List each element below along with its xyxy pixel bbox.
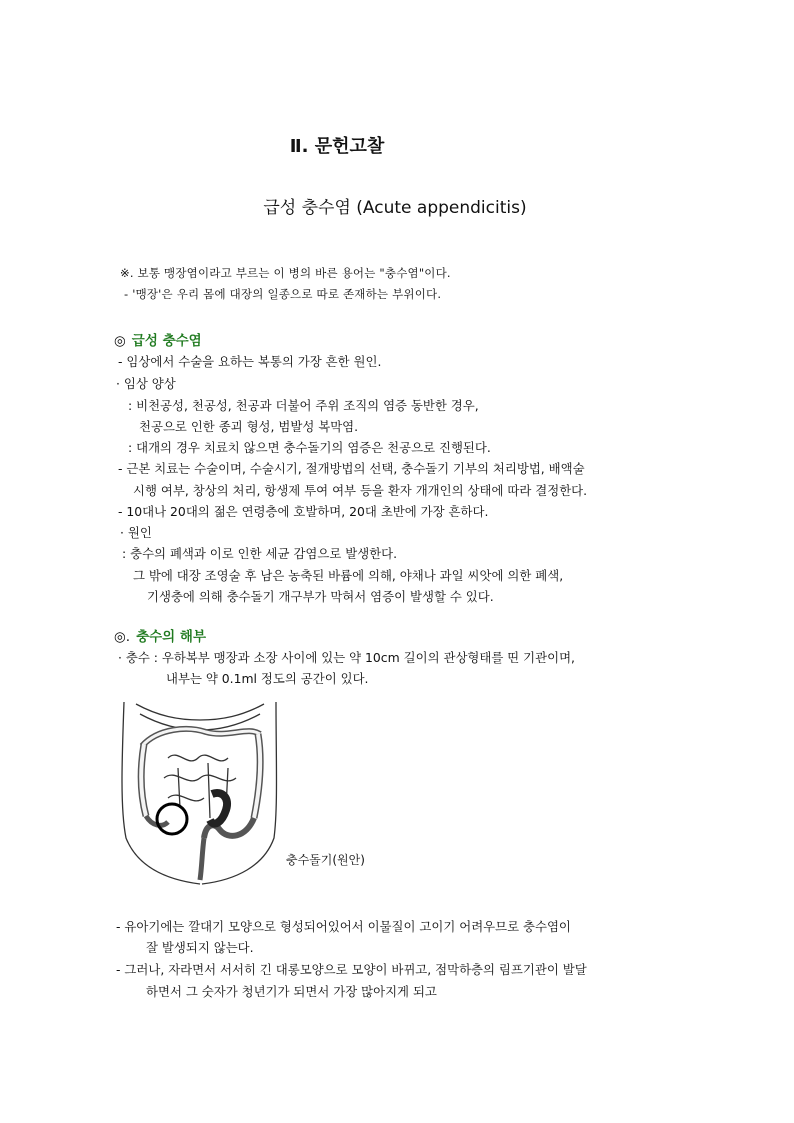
body-line: · 충수 : 우하복부 맹장과 소장 사이에 있는 약 10cm 길이의 관상형태를 띤 기관이며, — [118, 650, 575, 665]
double-circle-bullet-icon: ◎ — [114, 333, 126, 349]
body-line: 시행 여부, 창상의 처리, 항생제 투여 여부 등을 환자 개개인의 상태에 따라 결정한다. — [133, 483, 588, 498]
figure-caption: 충수돌기(원안) — [286, 853, 365, 867]
body-line: : 충수의 폐색과 이로 인한 세균 감염으로 발생한다. — [122, 546, 398, 561]
body-line: 기생충에 의해 충수돌기 개구부가 막혀서 염증이 발생할 수 있다. — [147, 589, 494, 604]
body-line: 하면서 그 숫자가 청년기가 되면서 가장 많아지게 되고 — [146, 984, 437, 999]
body-line: - 10대나 20대의 젊은 연령층에 호발하며, 20대 초반에 가장 흔하다. — [118, 504, 489, 519]
section-heading-text: 충수의 해부 — [136, 629, 206, 645]
section-heading-text: 급성 충수염 — [131, 333, 202, 349]
appendix-anatomy-drawing — [118, 698, 280, 888]
body-line: - 임상에서 수술을 요하는 복통의 가장 흔한 원인. — [118, 354, 382, 369]
section-heading-anatomy — [114, 625, 206, 645]
body-line: 잘 발생되지 않는다. — [146, 940, 254, 955]
body-line: - 그러나, 자라면서 서서히 긴 대롱모양으로 모양이 바뀌고, 점막하층의 림프기관이 발달 — [116, 962, 587, 977]
body-line: · 원인 — [120, 525, 152, 540]
body-line: : 대개의 경우 치료치 않으면 충수돌기의 염증은 천공으로 진행된다. — [128, 440, 491, 455]
note-line-1: ※. 보통 맹장염이라고 부르는 이 병의 바른 용어는 "충수염"이다. — [120, 266, 451, 280]
body-line: 그 밖에 대장 조영술 후 남은 농축된 바륨에 의해, 야채나 과일 씨앗에 의한 폐색, — [133, 568, 564, 583]
double-circle-bullet-icon: ◎. — [114, 629, 131, 645]
body-line: 내부는 약 0.1ml 정도의 공간이 있다. — [166, 671, 369, 686]
chapter-title: Ⅱ. 문헌고찰 — [289, 136, 385, 157]
body-line: : 비천공성, 천공성, 천공과 더불어 주위 조직의 염증 동반한 경우, — [128, 398, 479, 413]
page-subtitle: 급성 충수염 (Acute appendicitis) — [263, 198, 527, 218]
note-line-2: - '맹장'은 우리 몸에 대장의 일종으로 따로 존재하는 부위이다. — [124, 287, 442, 301]
body-line: 천공으로 인한 종괴 형성, 범발성 복막염. — [139, 419, 359, 434]
body-line: - 유아기에는 깔대기 모양으로 형성되어있어서 이물질이 고이기 어려우므로 충수염이 — [116, 919, 571, 934]
body-line: - 근본 치료는 수술이며, 수술시기, 절개방법의 선택, 충수돌기 기부의 처리방법, 배액술 — [118, 461, 585, 476]
appendix-anatomy-illustration — [118, 698, 280, 888]
body-line: · 임상 양상 — [116, 376, 176, 391]
section-heading-acute-appendicitis — [114, 329, 202, 349]
